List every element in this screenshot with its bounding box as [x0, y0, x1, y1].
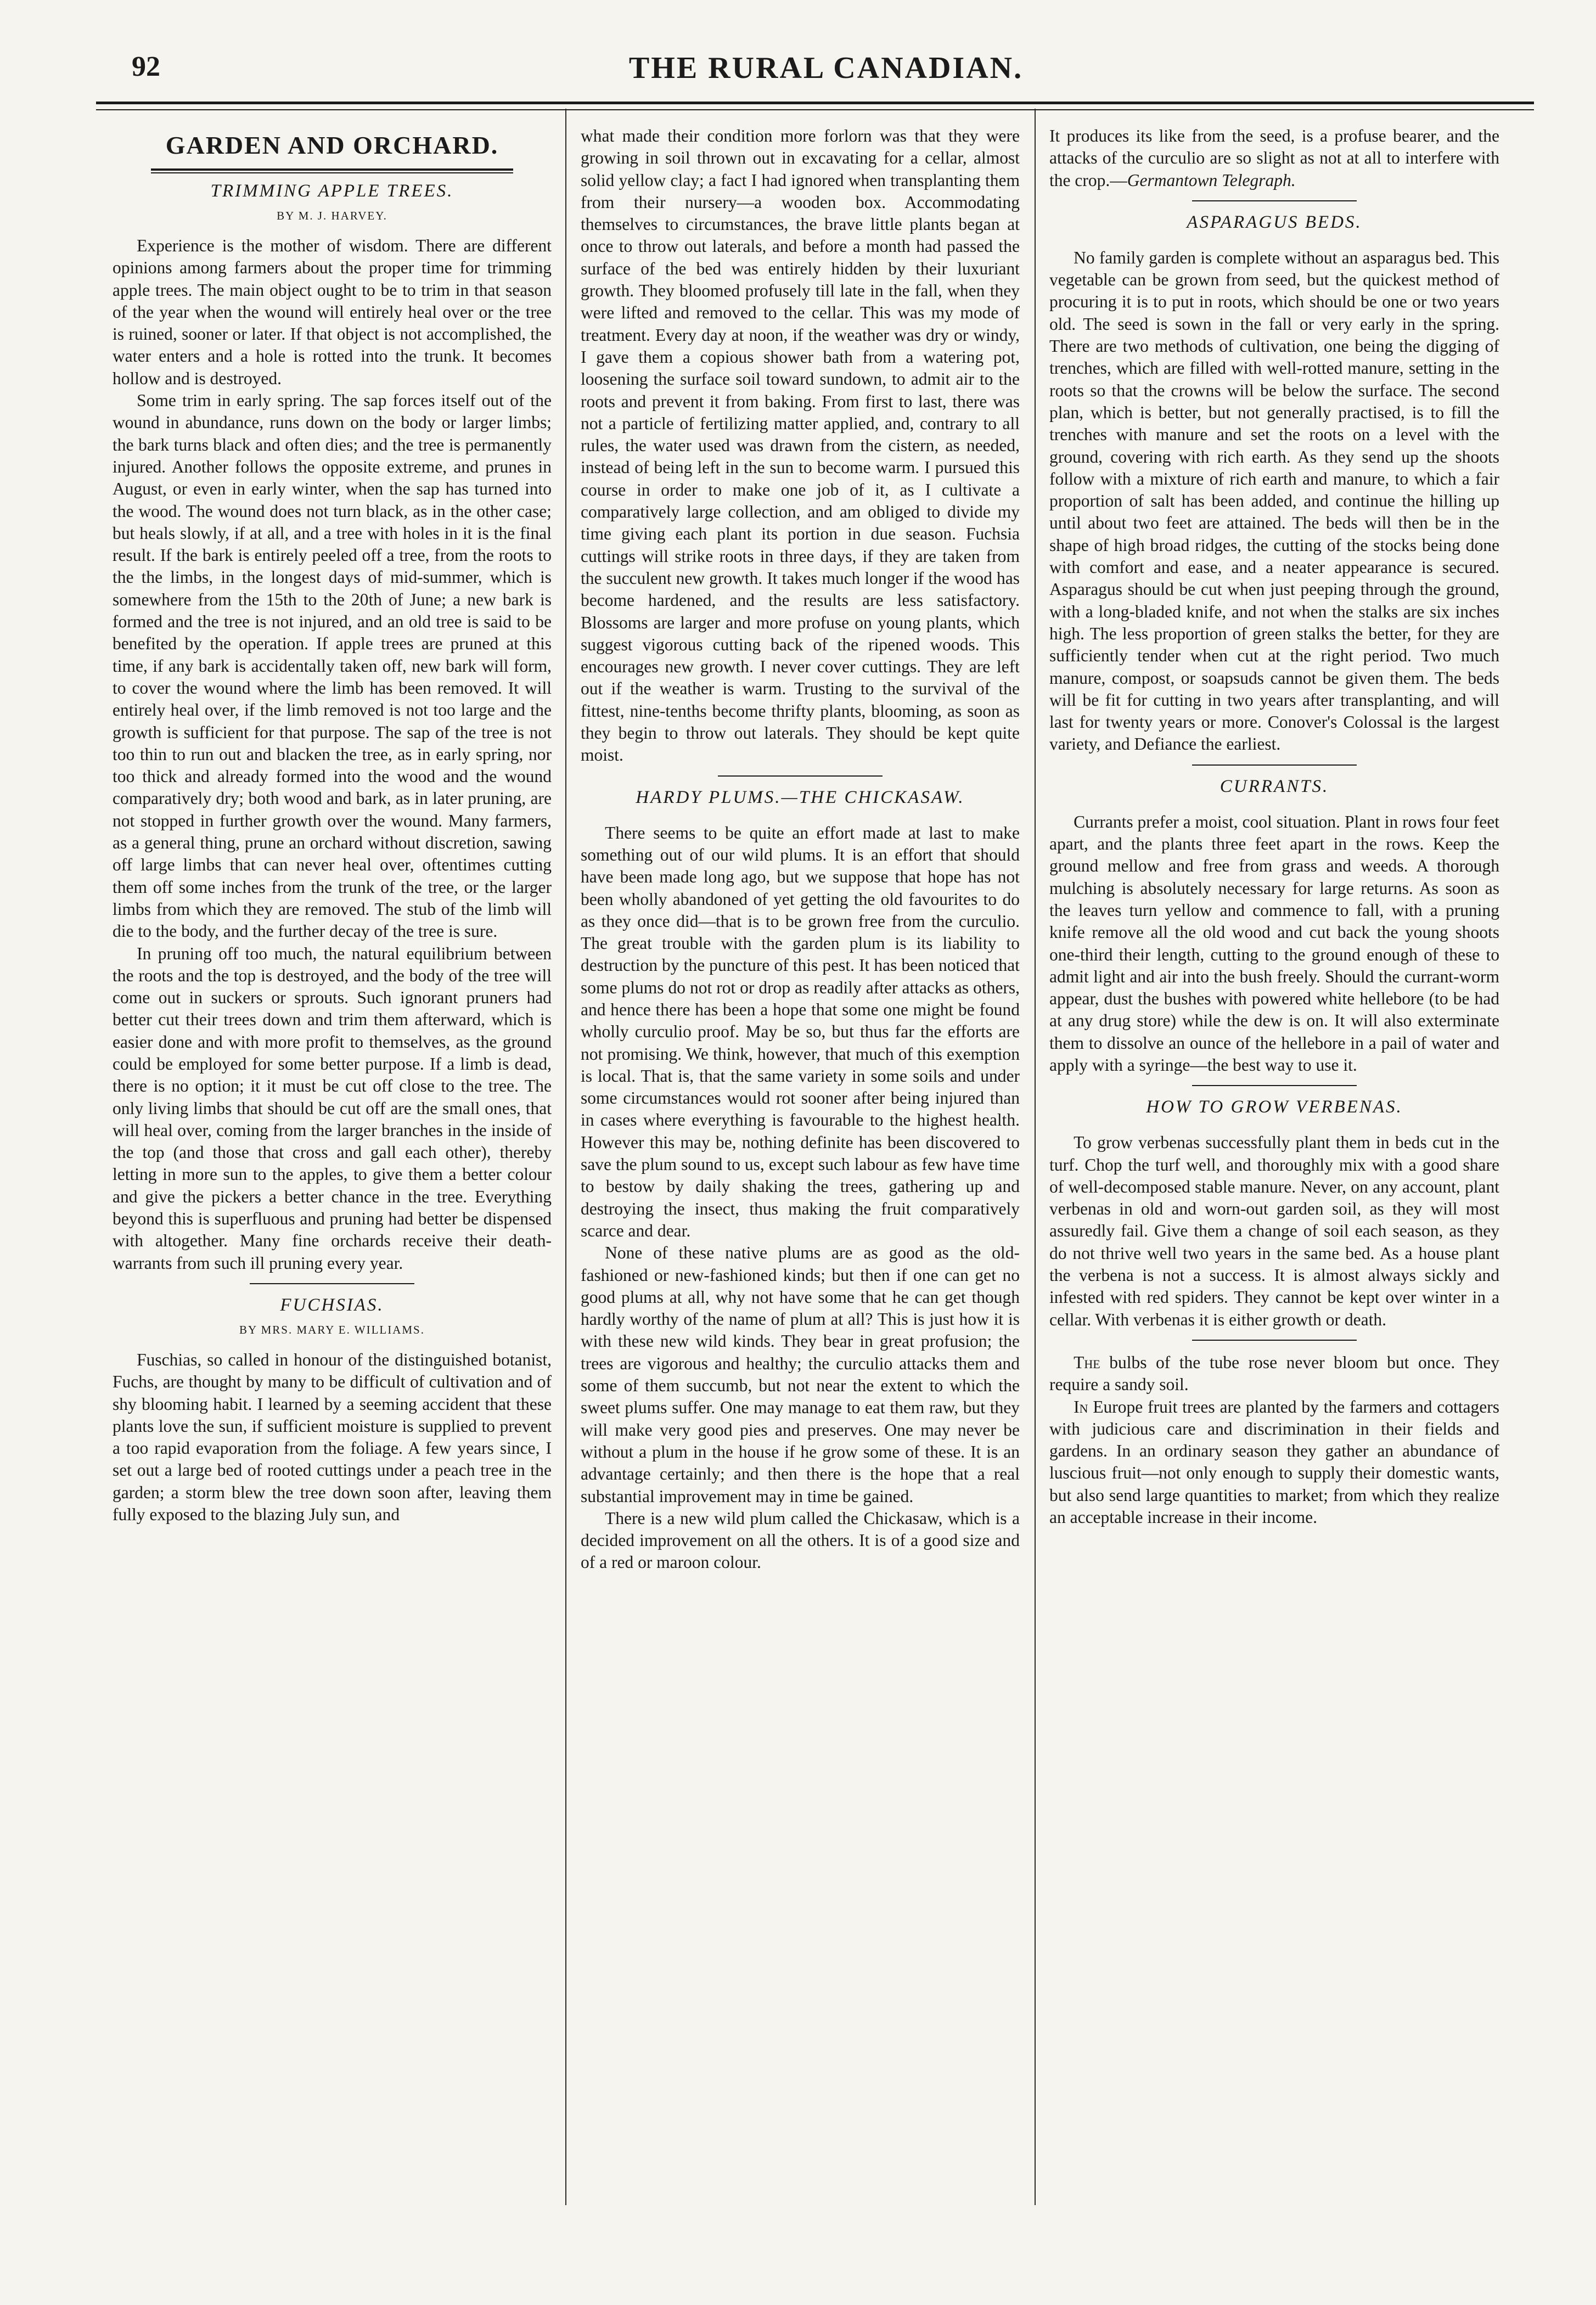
byline-trimming: BY M. J. HARVEY.	[277, 209, 387, 222]
paragraph: There seems to be quite an effort made at last to make something out of our wild plums. It is an effort that should have been made long ago, but we suppose that hope has not been wholly abandoned of yet getting the old favourites to do as they once did—that is to be grown free from the curculio. The great trouble with the garden plum is its liability to destruction by the puncture of this pest. It has been noticed that some plums do not rot or drop as readily after attacks as others, and hence there has been a hope that some one might be found wholly curculio proof. May be so, but thus far the efforts are not promising. We think, however, that much of this exemption is local. That is, that the same variety in some soils and under some circumstances would rot sooner after being injured than in cases where everything is favourable to the highest health. However this may be, nothing definite has been discovered to save the plum sound to us, except such labour as few have time to bestow by daily shaking the trees, gathering up and destroying the insect, thus making the fruit comparatively scarce and dear.	[581, 823, 1020, 1240]
column-divider-1	[565, 109, 566, 2205]
paragraph: There is a new wild plum called the Chickasaw, which is a decided improvement on all the others. It is of a good size and of a red or maroon colour.	[581, 1508, 1020, 1572]
column-2	[581, 125, 1020, 1574]
article-title-verbenas: HOW TO GROW VERBENAS.	[1146, 1097, 1403, 1117]
article-title-asparagus: ASPARAGUS BEDS.	[1187, 212, 1362, 232]
article-separator	[250, 1283, 414, 1284]
lead-word: The	[1074, 1352, 1100, 1372]
paragraph: Some trim in early spring. The sap forces itself out of the wound in abundance, runs down on the body or larger limbs; the bark turns black and often dies; and the tree is permanently injured. Another follows the opposite extreme, and prunes in August, or even in early winter, when the sap has turned into the wood. The wound does not turn black, as in the other case; but heals slowly, if at all, and a tree with holes in it is the final result. If the bark is entirely peeled off a tree, from the roots to the the limbs, in the longest days of mid-summer, which is somewhere from the 15th to the 20th of June; a new bark is formed and the tree is not injured, and an old tree is said to be benefited by the operation. If apple trees are pruned at this time, if any bark is accidentally taken off, new bark will form, to cover the wound where the limb has been removed. It will entirely heal over, if the limb removed is not too large and the growth is sufficient for that purpose. The sap of the tree is not too thin to run out and blacken the tree, as in early spring, nor too thick and already formed into the wood and the wound comparatively dry; both wood and bark, as in later pruning, are not stopped in further growth over the wound. Many farmers, as a general thing, prune an orchard without discretion, sawing off large limbs that can never heal over, oftentimes cutting them off some inches from the trunk of the tree, or the larger limbs from which they are removed. The stub of the limb will die to the body, and the further decay of the tree is sure.	[113, 391, 552, 941]
continued-text: It produces its like from the seed, is a profuse bearer, and the attacks of the curculio are so slight as not at all to interfere with the crop.—	[1049, 126, 1499, 190]
column-3	[1049, 125, 1499, 1528]
article-separator	[718, 775, 883, 777]
article-separator	[1192, 1340, 1357, 1341]
article-title-plums: HARDY PLUMS.—THE CHICKASAW.	[636, 787, 965, 807]
masthead: THE RURAL CANADIAN.	[628, 51, 1024, 85]
page-header	[121, 50, 1531, 94]
article-title-currants: CURRANTS.	[1220, 776, 1329, 796]
header-rule-thick	[96, 102, 1534, 104]
column-1	[113, 125, 552, 1526]
lead-word: In	[1074, 1397, 1088, 1416]
article-separator	[1192, 1085, 1357, 1086]
article-separator	[1192, 764, 1357, 766]
paragraph: No family garden is complete without an asparagus bed. This vegetable can be grown from seed, but the quickest method of procuring it is to put in roots, which should be one or two years old. The seed is sown in the fall or very early in the spring. There are two methods of cultivation, one being the digging of trenches, which are filled with well-rotted manure, setting in the roots so that the crowns will be below the surface. The second plan, which is better, but not generally practised, is to fill the trenches with manure and set the roots on a level with the ground, covering with rich earth. As they send up the shoots follow with a mixture of rich earth and manure, to which a fair proportion of salt has been added, and continue the hilling up until about two feet are attained. The beds will then be in the shape of high broad ridges, the cutting of the stocks being done with comfort and ease, and a neater appearance is secured. Asparagus should be cut when just peeping through the ground, with a long-bladed knife, and not when the stalks are six inches high. The less proportion of green stalks the better, for they are sufficiently tender when cut at the right period. Two much manure, compost, or soapsuds cannot be given them. The beds will be fit for cutting in two years after transplanting, and will last for twenty years or more. Conover's Colossal is the largest variety, and Defiance the earliest.	[1049, 248, 1499, 754]
article-title-trimming: TRIMMING APPLE TREES.	[210, 181, 454, 201]
source-credit: Germantown Telegraph.	[1127, 170, 1296, 190]
paragraph-text: Europe fruit trees are planted by the farmers and cottagers with judicious care and discrimination in their fields and gardens. In an ordinary season they gather an abundance of luscious fruit—not only enough to supply their domestic wants, but also send large quantities to market; from which they realize an acceptable increase in their income.	[1049, 1397, 1499, 1527]
paragraph: To grow verbenas successfully plant them in beds cut in the turf. Chop the turf well, and thoroughly mix with a good share of well-decomposed stable manure. Never, on any account, plant verbenas in old and worn-out garden soil, as they will most assuredly fail. Give them a change of soil each season, as they do not thrive well two years in the same bed. As a house plant the verbena is not a success. It is almost always sickly and infested with red spiders. They cannot be kept over winter in a cellar. With verbenas it is either growth or death.	[1049, 1133, 1499, 1329]
byline-fuchsias: BY MRS. MARY E. WILLIAMS.	[239, 1323, 425, 1336]
paragraph: Experience is the mother of wisdom. There are different opinions among farmers about the proper time for trimming apple trees. The main object ought to be to trim in that season of the year when the wound will entirely heal over or the tree is ruined, sooner or later. If that object is not accomplished, the water enters and a hole is rotted into the trunk. It becomes hollow and is destroyed.	[113, 236, 552, 388]
article-separator	[1192, 200, 1357, 201]
paragraph-tuberose	[1049, 1352, 1499, 1396]
paragraph: None of these native plums are as good as the old-fashioned or new-fashioned kinds; but then if one can get no good plums at all, why not have some that he can get though hardly worthy of the name of plum at all? This is just how it is with these new wild kinds. They bear in great profusion; the trees are vigorous and healthy; the curculio attacks them and some of them succumb, but not near the extent to which the sweet plums suffer. One may manage to eat them raw, but they will make very good pies and preserves. One may never be without a plum in the house if he grow some of these. It is an advantage certainly; and then there is the hope that a real substantial improvement may in time be gained.	[581, 1243, 1020, 1506]
paragraph: In pruning off too much, the natural equilibrium between the roots and the top is destroyed, and the body of the tree will come out in suckers or sprouts. Such ignorant pruners had better cut their trees down and trim them afterward, which is easier done and with more profit to themselves, as the ground could be employed for some better purpose. If a limb is dead, there is no option; it it must be cut off close to the tree. The only living limbs that should be cut off are the small ones, that will heal over, coming from the larger branches in the inside of the top (and those that cross and gall each other), thereby letting in more sun to the apples, to give them a better colour and give the pickers a better chance in the tree. Everything beyond this is superfluous and pruning had better be dispensed with altogether. Many fine orchards receive their death-warrants from such ill pruning every year.	[113, 943, 552, 1273]
page-number: 92	[132, 51, 160, 82]
paragraph-continued	[1049, 125, 1499, 192]
paragraph-europe	[1049, 1396, 1499, 1529]
paragraph-text: bulbs of the tube rose never bloom but once. They require a sandy soil.	[1049, 1352, 1499, 1395]
section-rule	[151, 168, 513, 173]
header-rule-thin	[96, 109, 1534, 110]
section-title: GARDEN AND ORCHARD.	[165, 131, 499, 159]
column-divider-2	[1035, 109, 1036, 2205]
paragraph: Currants prefer a moist, cool situation. Plant in rows four feet apart, and the plants three feet apart in the rows. Keep the ground mellow and free from grass and weeds. A thorough mulching is absolutely necessary for large returns. As soon as the leaves turn yellow and commence to fall, with a pruning knife remove all the old wood and cut back the young shoots one-third their length, cutting to the ground enough of these to admit light and air into the bush freely. Should the currant-worm appear, dust the bushes with powered white hellebore (to be had at any drug store) while the dew is on. It will also exterminate them to dissolve an ounce of the hellebore in a pail of water and apply with a syringe—the best way to use it.	[1049, 812, 1499, 1075]
paragraph: Fuschias, so called in honour of the distinguished botanist, Fuchs, are thought by many to be difficult of cultivation and of shy blooming habit. I learned by a seeming accident that these plants love the sun, if sufficient moisture is supplied to prevent a too rapid evaporation from the foliage. A few years since, I set out a large bed of rooted cuttings under a peach tree in the garden; a storm blew the tree down soon after, leaving them fully exposed to the blazing July sun, and	[113, 1350, 552, 1525]
paragraph-continued: what made their condition more forlorn was that they were growing in soil thrown out in excavating for a cellar, almost solid yellow clay; a fact I had ignored when transplanting them from their nursery—a wooden box. Accommodating themselves to circumstances, the brave little plants began at once to throw out laterals, and before a month had passed the surface of the bed was entirely hidden by their luxuriant growth. They bloomed profusely till late in the fall, when they were lifted and removed to the cellar. This was my mode of treatment. Every day at noon, if the weather was dry or windy, I gave them a copious shower bath from a watering pot, loosening the surface soil toward sundown, to admit air to the roots and prevent it from baking. From first to last, there was not a particle of fertilizing matter applied, and, contrary to all rules, the water used was drawn from the cistern, as needed, instead of being left in the sun to become warm. I pursued this course in order to make one job of it, as I cultivate a comparatively large collection, and am obliged to divide my time giving each plant its portion in due season. Fuchsia cuttings will strike roots in three days, if they are taken from the succulent new growth. It takes much longer if the wood has become hardened, and the results are less satisfactory. Blossoms are larger and more profuse on young plants, which suggest vigorous cutting back of the ripened woods. This encourages new growth. I never cover cuttings. They are left out if the weather is warm. Trusting to the survival of the fittest, nine-tenths become thrifty plants, blooming, as soon as they begin to throw out laterals. They should be kept quite moist.	[581, 126, 1020, 765]
article-title-fuchsias: FUCHSIAS.	[280, 1295, 384, 1315]
